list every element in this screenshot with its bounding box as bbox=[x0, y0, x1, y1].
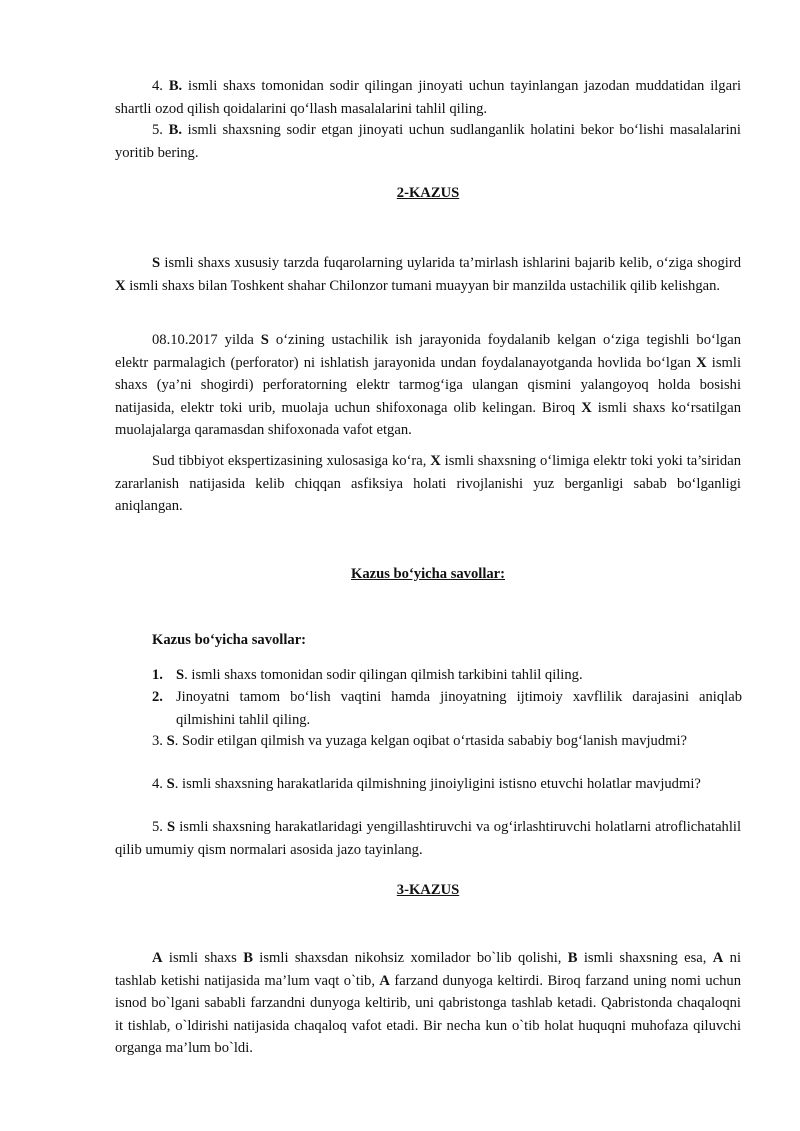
text-run: Sud tibbiyot ekspertizasining xulosasiga ko‘ra, bbox=[152, 453, 431, 469]
questions-heading: Kazus bo‘yicha savollar: bbox=[350, 566, 506, 582]
item-bold-letter: B. bbox=[168, 122, 182, 138]
question-number: 3. bbox=[152, 733, 163, 749]
question-3 bbox=[115, 730, 741, 753]
bold-name: X bbox=[115, 277, 126, 294]
question-number: 1. bbox=[152, 667, 163, 683]
question-text: . Sodir etilgan qilmish va yuzaga kelgan oqibat o‘rtasida sababiy bog‘lanish mavjudmi? bbox=[174, 733, 688, 749]
item-number: 5. bbox=[152, 122, 163, 138]
text-run: ismli shaxsning o‘limiga elektr toki yoki ta’siridan zararlanish natijasida kelib chiqqan asfiksiya holati rivojlanishi yuz berganligi sabab bo‘lganligi aniqlangan. bbox=[115, 453, 741, 514]
question-5 bbox=[115, 816, 741, 861]
text-run: ni tashlab ketishi natijasida ma’lum vaqt o`tib, bbox=[115, 950, 741, 989]
text-run: ismli shaxs ko‘rsatilgan muolajalarga qaramasdan shifoxonada vafot etgan. bbox=[115, 399, 741, 438]
kazus-2-paragraph-1 bbox=[115, 252, 741, 297]
question-1 bbox=[152, 664, 742, 687]
bold-name: B bbox=[567, 950, 578, 966]
text-run: ismli shaxs bilan Toshkent shahar Chilonzor tumani muayyan bir manzilda ustachilik qilib kelishgan. bbox=[125, 277, 721, 294]
question-text: Jinoyatni tamom bo‘lish vaqtini hamda jinoyatning ijtimoiy xavflilik darajasini aniqlab qilmishini tahlil qiling. bbox=[176, 689, 742, 728]
text-run: farzand dunyoga keltirdi. Biroq farzand uning nomi uchun isnod bo`lgani sababli farzandni dunyoga keltirib, uni qabristonga tashlab ketadi. Qabristonda chaqaloqni it tishlab, o`ldirishi natijasida chaqaloq vafot etadi. Bir necha kun o`tib holat huquqni muhofaza qiluvchi organga ma’lum bo`ldi. bbox=[115, 972, 742, 1056]
bold-name: X bbox=[581, 399, 592, 416]
item-number: 4. bbox=[152, 78, 163, 94]
bold-name: X bbox=[430, 453, 441, 469]
kazus-2-paragraph-2 bbox=[115, 329, 741, 442]
top-item-4 bbox=[115, 75, 741, 120]
item-text: ismli shaxs tomonidan sodir qilingan jinoyati uchun tayinlangan jazodan muddatidan ilgari shartli ozod qilish qoidalarini qo‘llash masalalarini tahlil qiling. bbox=[115, 78, 741, 117]
item-text: ismli shaxsning sodir etgan jinoyati uchun sudlanganlik holatini bekor bo‘lishi masalalarini yoritib bering. bbox=[115, 122, 741, 161]
question-number: 2. bbox=[152, 689, 163, 705]
top-item-5 bbox=[115, 119, 741, 164]
bold-name: S bbox=[152, 255, 161, 271]
question-number: 5. bbox=[152, 819, 163, 835]
question-bold-letter: S bbox=[166, 733, 175, 749]
bold-name: X bbox=[696, 354, 707, 371]
bold-name: A bbox=[152, 950, 163, 966]
question-text: ismli shaxsning harakatlaridagi yengillashtiruvchi va og‘irlashtiruvchi holatlarni atroflichatahlil qilib umumiy qism normalari asosida jazo tayinlang. bbox=[115, 819, 742, 858]
text-run: ismli shaxsning esa, bbox=[577, 950, 713, 966]
kazus-3-heading: 3-KAZUS bbox=[396, 882, 460, 898]
question-bold-letter: S bbox=[167, 819, 176, 835]
bold-name: S bbox=[260, 332, 269, 348]
question-text: . ismli shaxsning harakatlarida qilmishning jinoiyligini istisno etuvchi holatlar mavjudmi? bbox=[174, 776, 701, 792]
question-text: . ismli shaxs tomonidan sodir qilingan qilmish tarkibini tahlil qiling. bbox=[184, 667, 583, 683]
question-2 bbox=[152, 686, 742, 731]
text-run: o‘zining ustachilik ish jarayonida foydalanib kelgan o‘ziga tegishli bo‘lgan elektr parmalagich (perforator) ni ishlatish jarayonida undan foydalanayotganda hovlida bo‘lgan bbox=[115, 332, 741, 371]
kazus-3-paragraph-1 bbox=[115, 947, 741, 1060]
text-run: ismli shaxsdan nikohsiz xomilador bo`lib qolishi, bbox=[252, 950, 568, 966]
bold-name: B bbox=[243, 950, 253, 966]
bold-name: A bbox=[379, 972, 390, 989]
question-bold-letter: S bbox=[176, 667, 185, 683]
kazus-2-heading: 2-KAZUS bbox=[396, 185, 460, 201]
question-4 bbox=[115, 773, 741, 796]
questions-subheading: Kazus bo‘yicha savollar: bbox=[152, 632, 307, 648]
bold-name: A bbox=[712, 950, 724, 966]
text-run: ismli shaxs bbox=[162, 950, 244, 966]
text-run: 08.10.2017 yilda bbox=[152, 332, 261, 348]
item-bold-letter: B. bbox=[168, 78, 183, 94]
question-bold-letter: S bbox=[166, 776, 175, 792]
text-run: ismli shaxs xususiy tarzda fuqarolarning uylarida ta’mirlash ishlarini bajarib kelib, o‘ziga shogird bbox=[160, 255, 741, 271]
question-number: 4. bbox=[152, 776, 163, 792]
text-run: ismli shaxs (ya’ni shogirdi) perforatorning elektr tarmog‘iga ulangan qismini yalangoyoq holda bosishi natijasida, elektr toki urib, muolaja uchun shifoxonaga olib kelingan. Biroq bbox=[115, 354, 741, 416]
kazus-2-paragraph-3 bbox=[115, 450, 741, 518]
